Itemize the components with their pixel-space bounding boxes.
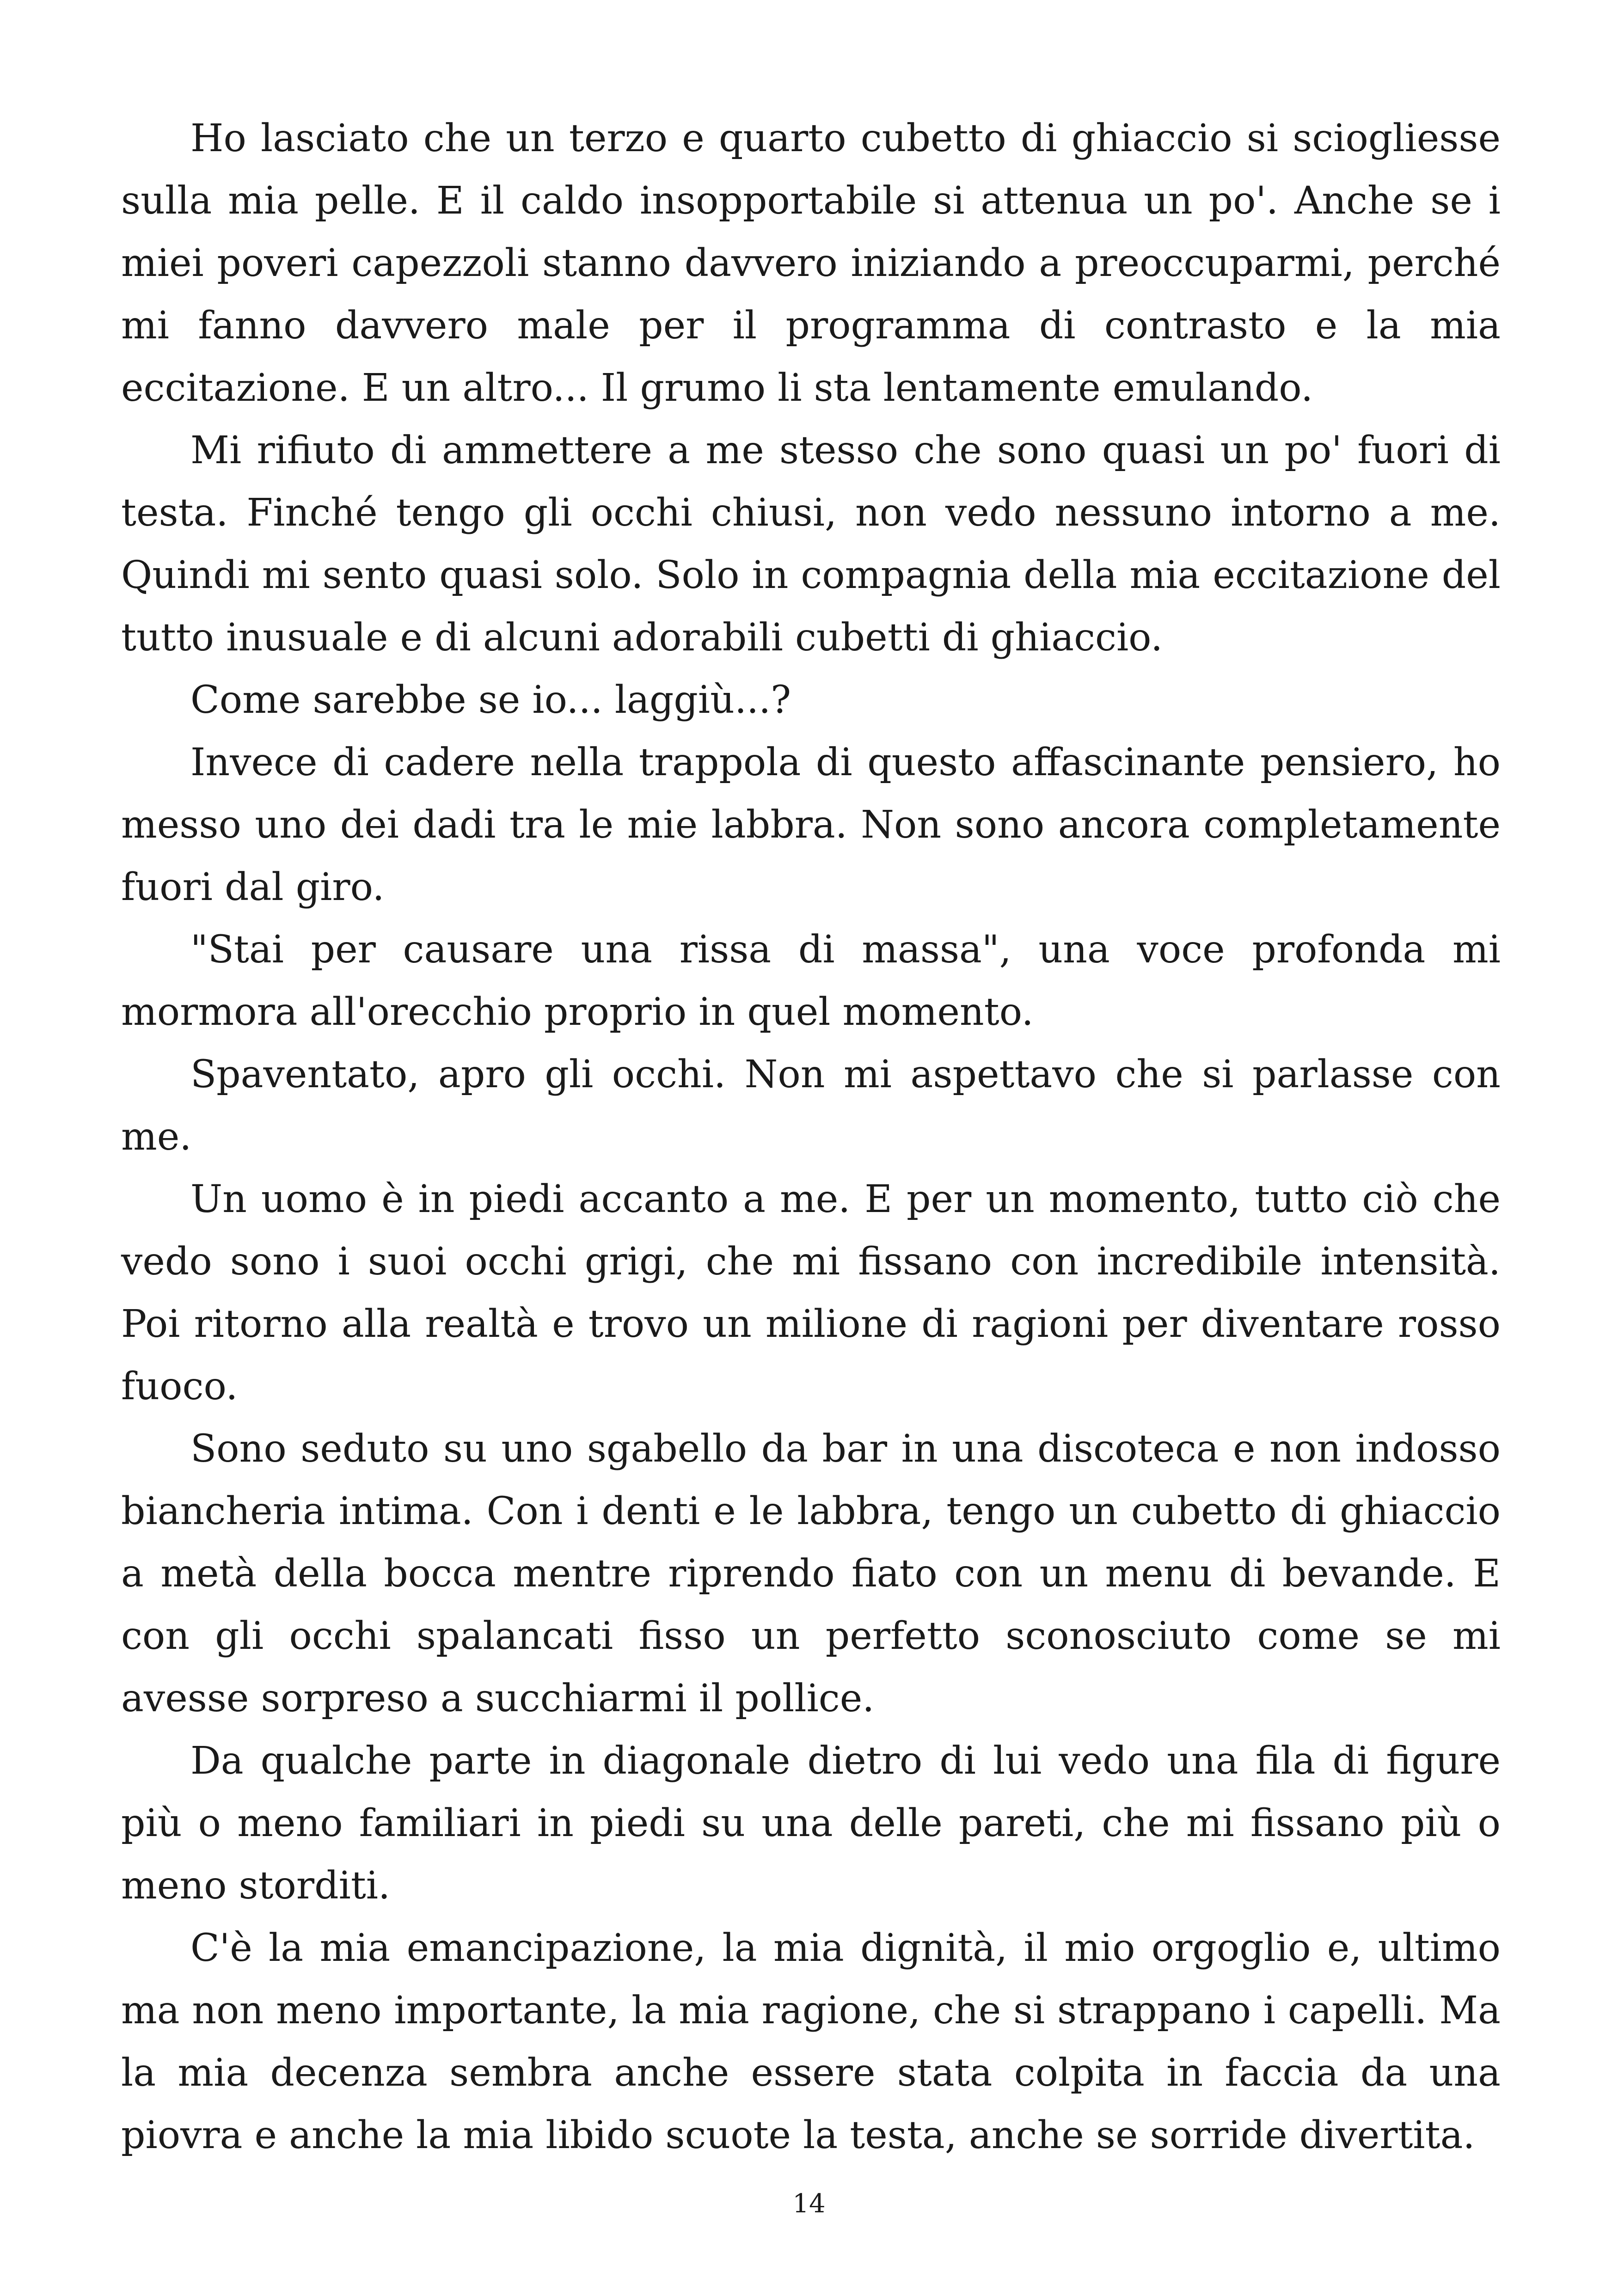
paragraph: Sono seduto su uno sgabello da bar in una discoteca e non indosso biancheria intima. Con i denti e le labbra, tengo un cubetto di ghiaccio a metà della bocca mentre riprendo fiato con un menu di bevande. E con gli occhi spalancati fisso un perfetto sconosciuto come se mi avesse sorpreso a succhiarmi il pollice. bbox=[121, 1427, 1501, 1720]
paragraph: Come sarebbe se io... laggiù...? bbox=[190, 678, 791, 722]
paragraph: Mi rifiuto di ammettere a me stesso che sono quasi un po' fuori di testa. Finché tengo gli occhi chiusi, non vedo nessuno intorno a me. Quindi mi sento quasi solo. Solo in compagnia della mia eccitazione del tutto inusuale e di alcuni adorabili cubetti di ghiaccio. bbox=[121, 429, 1501, 660]
paragraph: Ho lasciato che un terzo e quarto cubetto di ghiaccio si sciogliesse sulla mia pelle. E il caldo insopportabile si attenua un po'. Anche se i miei poveri capezzoli stanno davvero iniziando a preoccuparmi, perché mi fanno davvero male per il programma di contrasto e la mia eccitazione. E un altro... Il grumo li sta lentamente emulando. bbox=[121, 116, 1501, 410]
page-number: 14 bbox=[792, 2189, 826, 2219]
paragraph: Spaventato, apro gli occhi. Non mi aspettavo che si parlasse con me. bbox=[121, 1053, 1501, 1159]
paragraph: Un uomo è in piedi accanto a me. E per un momento, tutto ciò che vedo sono i suoi occhi grigi, che mi fissano con incredibile intensità. Poi ritorno alla realtà e trovo un milione di ragioni per diventare rosso fuoco. bbox=[121, 1177, 1501, 1408]
body-text bbox=[121, 107, 1501, 2167]
paragraph: Da qualche parte in diagonale dietro di lui vedo una fila di figure più o meno familiari in piedi su una delle pareti, che mi fissano più o meno storditi. bbox=[121, 1739, 1501, 1908]
paragraph: Invece di cadere nella trappola di questo affascinante pensiero, ho messo uno dei dadi tra le mie labbra. Non sono ancora completamente fuori dal giro. bbox=[121, 741, 1501, 909]
paragraph: "Stai per causare una rissa di massa", una voce profonda mi mormora all'orecchio proprio in quel momento. bbox=[121, 928, 1501, 1034]
paragraph: C'è la mia emancipazione, la mia dignità, il mio orgoglio e, ultimo ma non meno importante, la mia ragione, che si strappano i capelli. Ma la mia decenza sembra anche essere stata colpita in faccia da una piovra e anche la mia libido scuote la testa, anche se sorride divertita. bbox=[121, 1926, 1501, 2157]
